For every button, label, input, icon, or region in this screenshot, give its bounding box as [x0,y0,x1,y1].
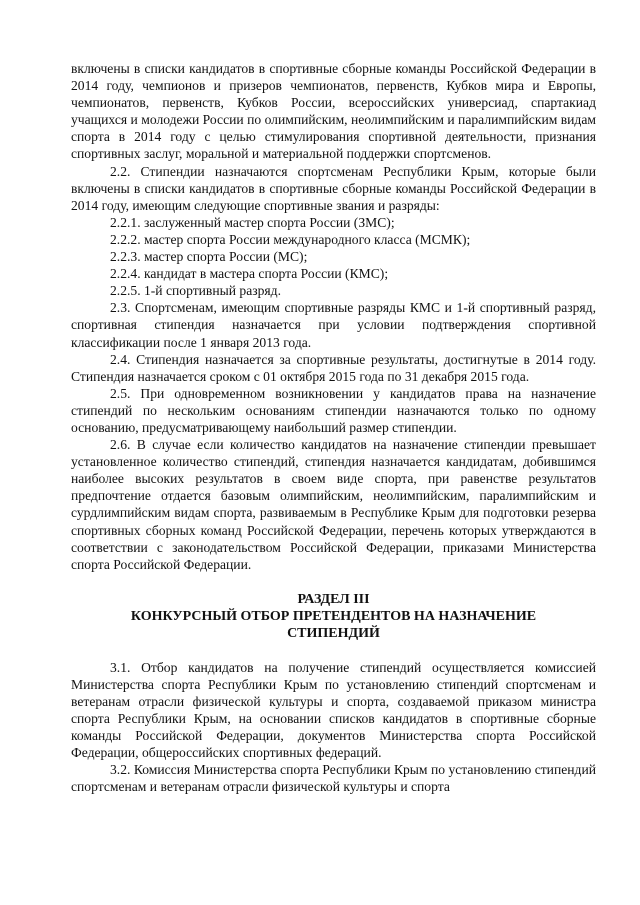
list-item-2-2-5: 2.2.5. 1-й спортивный разряд. [110,283,281,299]
paragraph-2-2: 2.2. Стипендии назначаются спортсменам Республики Крым, которые были включены в списки кандидатов в спортивные сборные команды Российской Федерации в 2014 году, имеющим следующие спортивные звания и разряды: [71,163,596,213]
list-item-2-2-4: 2.2.4. кандидат в мастера спорта России (КМС); [110,266,389,282]
list-item-2-2-2: 2.2.2. мастер спорта России международного класса (МСМК); [110,231,471,247]
section-number: РАЗДЕЛ III [297,591,370,607]
list-item-2-2-3: 2.2.3. мастер спорта России (МС); [110,249,308,265]
spacer [71,642,596,659]
paragraph-3-2: 3.2. Комиссия Министерства спорта Республики Крым по установлению стипендий спортсменам и ветеранам отрасли физической культуры и спорта [71,762,596,795]
paragraph-2-5: 2.5. При одновременном возникновении у кандидатов права на назначение стипендий по нескольким основаниям стипендии назначаются только по одному основанию, предусматривающему наибольший размер стипендии. [71,385,596,435]
paragraph-2-6: 2.6. В случае если количество кандидатов на назначение стипендии превышает установленное количество стипендий, стипендия назначается кандидатам, добившимся наиболее высоких результатов в своем виде спорта, при равенстве результатов предпочтение отдается базовым олимпийским, неолимпийским, паралимпийским и сурдлимпийским видам спорта, развиваемым в Республике Крым для подготовки резерва спортивных сборных команд Российской Федерации, перечень которых утверждаются в соответствии с законодательством Российской Федерации, приказами Министерства спорта Российской Федерации. [71,437,596,572]
section-title-line1: КОНКУРСНЫЙ ОТБОР ПРЕТЕНДЕНТОВ НА НАЗНАЧЕНИЕ [130,608,537,624]
section-title-line2: СТИПЕНДИЙ [287,625,380,641]
paragraph-3-1: 3.1. Отбор кандидатов на получение стипендий осуществляется комиссией Министерства спорта Республики Крым по установлению стипендий спортсменам и ветеранам отрасли физической культуры и спорта, создаваемой приказом министра спорта Республики Крым, на основании списков кандидатов в спортивные сборные команды Российской Федерации, документов Министерства спорта Российской Федерации, общероссийских спортивных федераций. [71,659,596,761]
paragraph-2-4: 2.4. Стипендия назначается за спортивные результаты, достигнутые в 2014 году. Стипендия назначается сроком с 01 октября 2015 года по 31 декабря 2015 года. [71,351,596,384]
spacer [71,573,596,591]
list-item-2-2-1: 2.2.1. заслуженный мастер спорта России (ЗМС); [110,214,395,230]
paragraph-2-3: 2.3. Спортсменам, имеющим спортивные разряды КМС и 1-й спортивный разряд, спортивная стипендия назначается при условии подтверждения спортивной классификации после 1 января 2013 года. [71,300,596,350]
document-body [71,60,596,796]
intro-paragraph: включены в списки кандидатов в спортивные сборные команды Российской Федерации в 2014 году, чемпионов и призеров чемпионатов, первенств, Кубков мира и Европы, чемпионатов, первенств, Кубков России, всероссийских универсиад, спартакиад учащихся и молодежи России по олимпийским, неолимпийским и паралимпийским видам спорта в 2014 году с целью стимулирования спортивной деятельности, признания спортивных заслуг, моральной и материальной поддержки спортсменов. [71,61,596,162]
